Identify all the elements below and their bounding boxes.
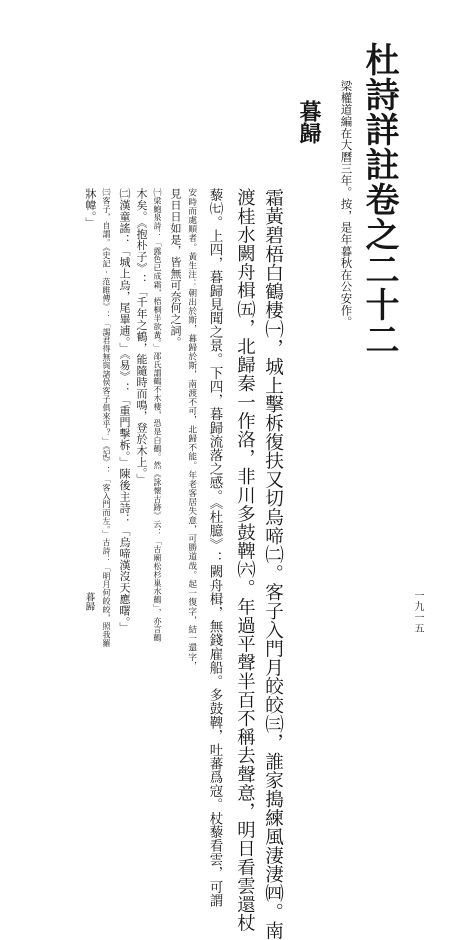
commentary-line-3: ㈠梁鮑泉詩：「露色已成霜，梧桐半欲黃。」邵氏謂鶴不木棲，恐是白鶴。然《詠懷古跡》云：「古廟松杉巢水鶴」，亦言鶴 [153, 188, 162, 642]
commentary-line-6: ㈢客子，自謂。《史記·范睢傳》：「謁君得無與諸侯客子俱來乎？」《記》：「客入門而左。」古詩：「明月何皎皎，照我羅 [102, 188, 111, 648]
page-number: 一九一五 [412, 590, 423, 634]
running-title: 暮歸 [83, 592, 95, 611]
commentary-line-2: 見日日如是，皆無可奈何之詞。 [169, 188, 182, 348]
poem-line-2: 渡桂水闕舟楫㈤，北歸秦一作洛，非川多鼓鞞㈥。年過平聲半百不稱去聲意，明日看雲還杖 [234, 188, 256, 932]
commentary-line-5: ㈡漢童謠：「城上烏，尾畢逋。」《易》：「重門擊柝。」陳後主詩：「烏啼漢沒天應曙。」 [118, 188, 131, 634]
poem-line-1: 霜黃碧梧白鶴棲㈠，城上擊柝復扶又切烏啼㈡。客子入門月皎皎㈢，誰家搗練風淒淒㈣。南 [262, 188, 284, 940]
commentary-line-1: 安時而處順者。黃生注：朝出於斯，暮歸於斯，南渡不可，北歸不能。年老客居失意，可勝道哉。起一復字，結一還字， [186, 188, 197, 671]
volume-title: 杜詩詳註卷之二十二 [359, 42, 399, 357]
commentary-line-4: 木矣。《抱朴子》：「千年之鶴，能隨時而鳴，登於木上。」 [135, 188, 148, 485]
compilation-note: 梁權道編在大曆三年。按，是年暮秋在公安作。 [339, 80, 354, 328]
poem-title: 暮歸 [296, 100, 322, 144]
commentary-line-7: 牀幃。」 [84, 188, 97, 229]
poem-line-3: 藜㈦。上四，暮歸見聞之景。下四，暮歸流落之感。《杜臆》：闕舟楫，無錢雇船。多鼓鞞，吐蕃爲寇。杖藜看雲，可謂 [206, 188, 223, 908]
